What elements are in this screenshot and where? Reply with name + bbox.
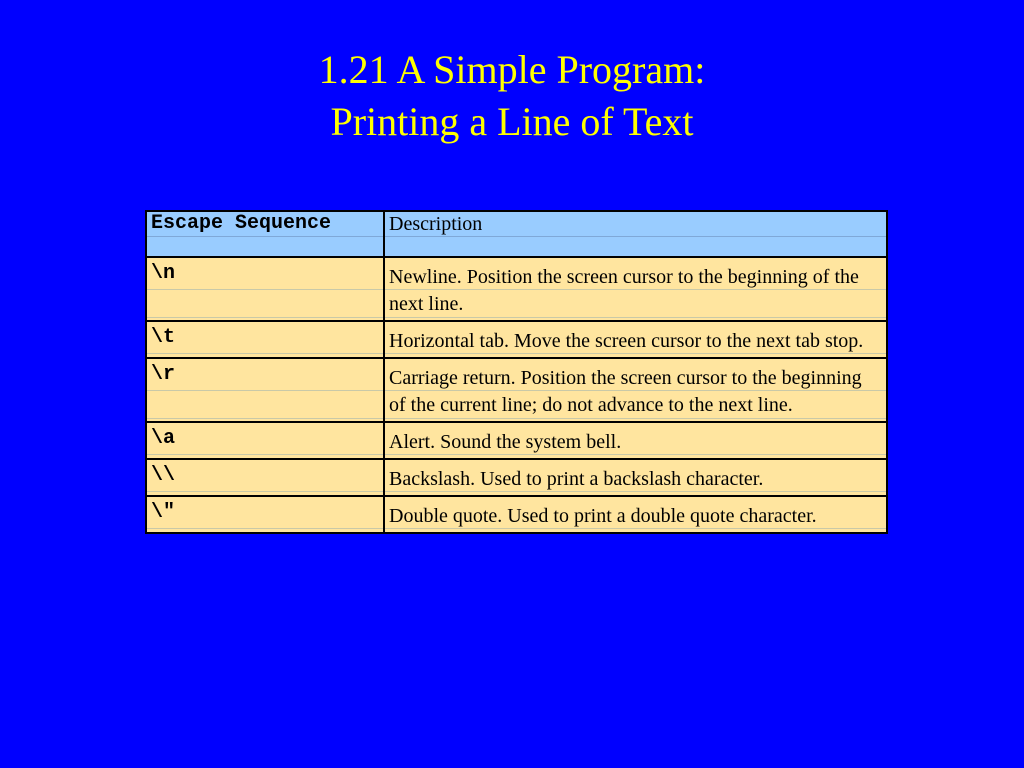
escape-sequence-code: \r [151, 363, 176, 386]
escape-sequence-cell [146, 321, 384, 358]
escape-sequence-code: \" [151, 501, 176, 524]
header-cell-escape-sequence [146, 211, 384, 257]
escape-sequence-cell [146, 496, 384, 533]
description-cell [384, 321, 887, 358]
description-cell [384, 257, 887, 321]
header-label-escape-sequence: Escape Sequence [151, 212, 332, 235]
description-text: Carriage return. Position the screen cursor to the beginning of the current line; do not advance to the next line. [389, 367, 862, 416]
header-cell-description [384, 211, 887, 257]
escape-sequence-code: \\ [151, 464, 176, 487]
table-header-row [146, 211, 887, 257]
escape-sequence-table [145, 210, 888, 534]
description-text: Alert. Sound the system bell. [389, 431, 622, 453]
escape-sequence-code: \t [151, 326, 176, 349]
table-row [146, 496, 887, 533]
description-text: Backslash. Used to print a backslash character. [389, 468, 764, 490]
slide-title-line-1: 1.21 A Simple Program: [318, 47, 706, 92]
escape-sequence-code: \a [151, 427, 176, 450]
table-row [146, 257, 887, 321]
table-row [146, 422, 887, 459]
header-label-description: Description [389, 213, 483, 235]
table-row [146, 358, 887, 422]
table-row [146, 459, 887, 496]
description-text: Double quote. Used to print a double quote character. [389, 505, 817, 527]
escape-sequence-cell [146, 459, 384, 496]
escape-sequence-cell [146, 358, 384, 422]
description-cell [384, 358, 887, 422]
description-text: Newline. Position the screen cursor to the beginning of the next line. [389, 266, 859, 315]
description-cell [384, 496, 887, 533]
escape-sequence-cell [146, 257, 384, 321]
table-row [146, 321, 887, 358]
escape-sequence-cell [146, 422, 384, 459]
escape-sequence-code: \n [151, 262, 176, 285]
slide-title [0, 44, 1024, 148]
description-cell [384, 459, 887, 496]
description-cell [384, 422, 887, 459]
description-text: Horizontal tab. Move the screen cursor to the next tab stop. [389, 330, 864, 352]
slide-title-line-2: Printing a Line of Text [330, 99, 694, 144]
